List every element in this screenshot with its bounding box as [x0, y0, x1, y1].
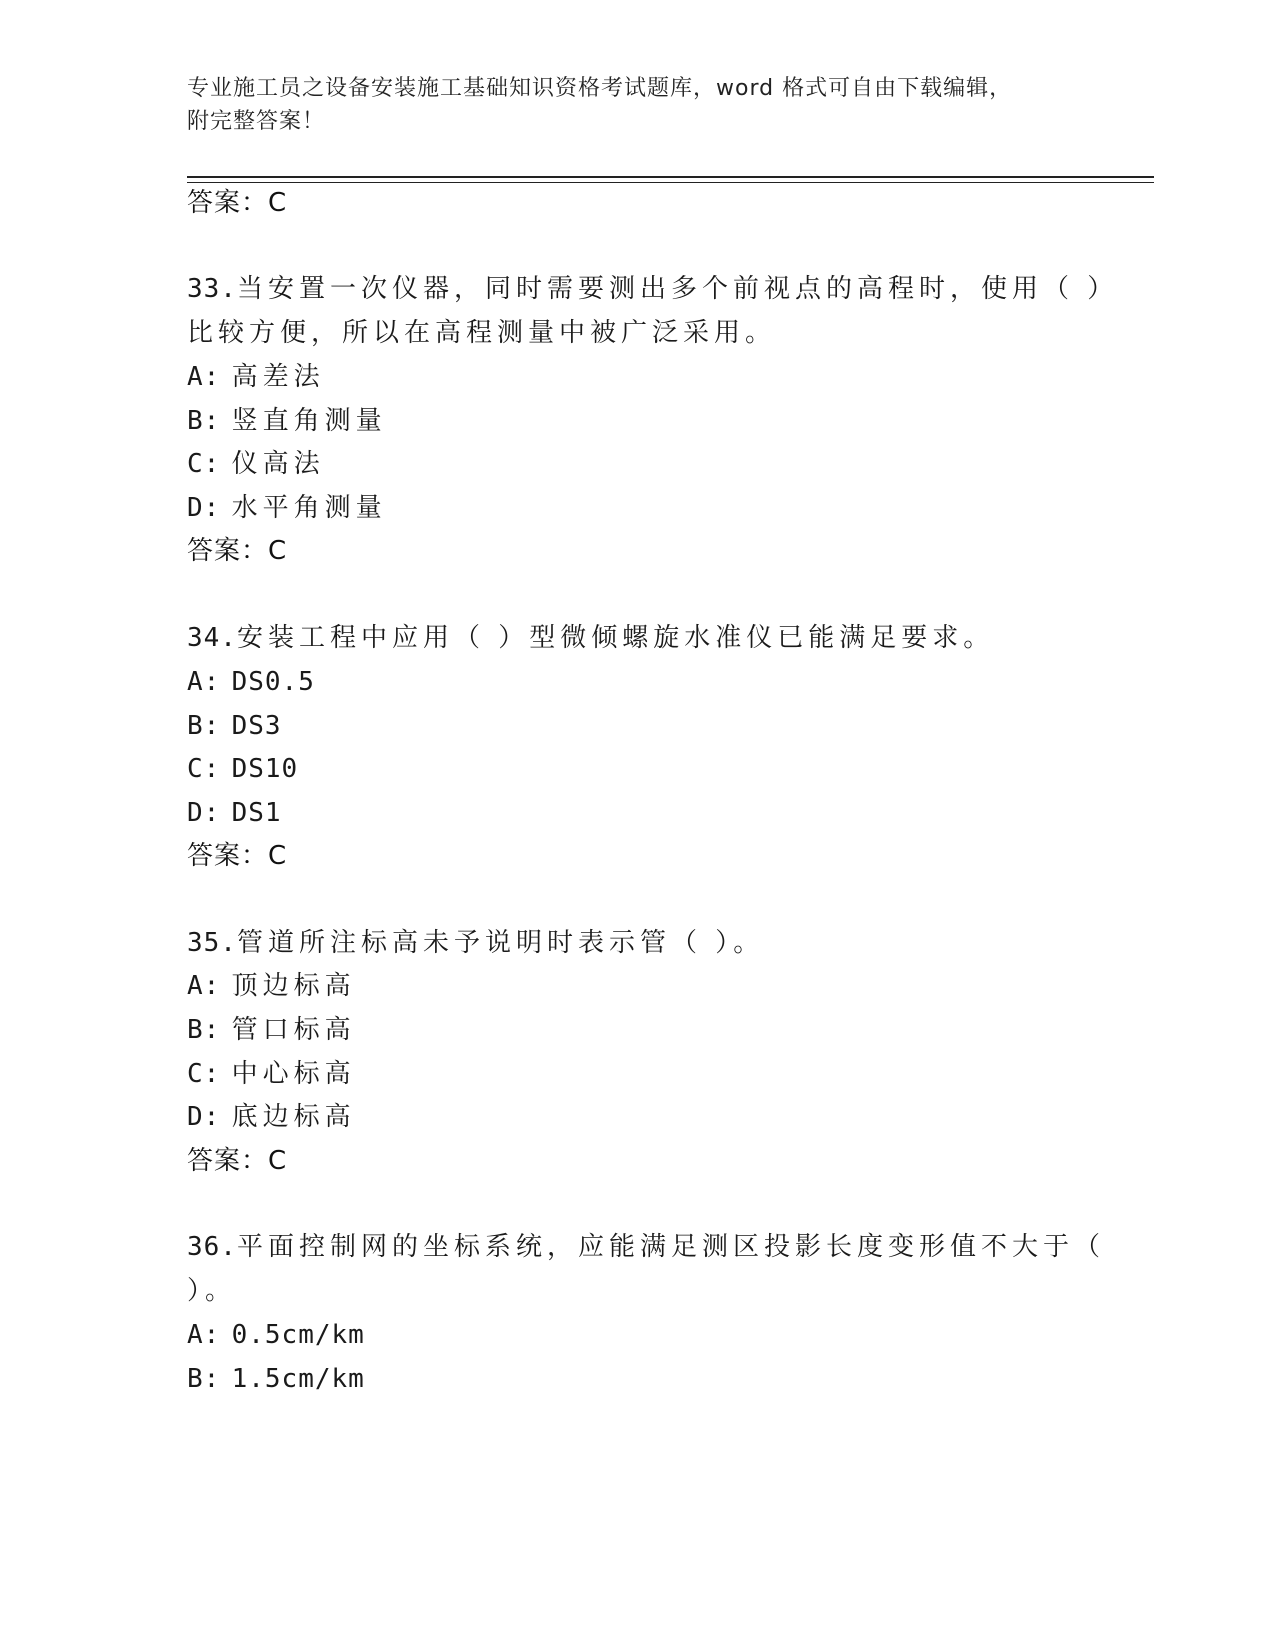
- option-text: DS10: [231, 754, 299, 784]
- answer-label-prev: 答案：C: [187, 188, 288, 218]
- question-33-line-1: [187, 272, 1118, 306]
- option-text: 竖直角测量: [231, 406, 387, 436]
- option-letter: D:: [187, 1102, 221, 1132]
- option-letter: B:: [187, 1364, 221, 1394]
- question-text: 安装工程中应用（ ）型微倾螺旋水准仪已能满足要求。: [236, 623, 995, 653]
- answer-label: 答案：C: [187, 1146, 288, 1176]
- option-text: 水平角测量: [231, 493, 387, 523]
- answer-label: 答案：C: [187, 841, 288, 871]
- option-letter: B:: [187, 711, 221, 741]
- question-text: 平面控制网的坐标系统，应能满足测区投影长度变形值不大于（: [236, 1232, 1105, 1262]
- question-35-line-1: [187, 926, 764, 960]
- option-letter: C:: [187, 1059, 221, 1089]
- question-text: 管道所注标高未予说明时表示管（ ）。: [236, 928, 765, 958]
- option-letter: D:: [187, 798, 221, 828]
- question-number: 36.: [187, 1232, 237, 1262]
- option-a: [187, 360, 325, 394]
- option-a: [187, 969, 356, 1003]
- option-d: [187, 491, 387, 525]
- option-text: DS0.5: [231, 667, 315, 697]
- header-divider-thick: [187, 176, 1154, 178]
- option-text: 1.5cm/km: [231, 1364, 365, 1394]
- option-letter: A:: [187, 1320, 221, 1350]
- option-letter: C:: [187, 449, 221, 479]
- option-letter: C:: [187, 754, 221, 784]
- question-text: 当安置一次仪器，同时需要测出多个前视点的高程时，使用（ ）: [236, 274, 1119, 304]
- option-a: [187, 665, 315, 699]
- option-text: 仪高法: [231, 449, 325, 479]
- option-letter: A:: [187, 362, 221, 392]
- header-divider-thin: [187, 182, 1154, 183]
- question-36-line-1: [187, 1230, 1105, 1264]
- option-text: 管口标高: [231, 1015, 356, 1045]
- option-letter: A:: [187, 667, 221, 697]
- option-d: [187, 1100, 356, 1134]
- option-text: 中心标高: [231, 1059, 356, 1089]
- question-number: 34.: [187, 623, 237, 653]
- option-text: 0.5cm/km: [231, 1320, 365, 1350]
- header-line-1: 专业施工员之设备安装施工基础知识资格考试题库，word 格式可自由下载编辑，: [187, 76, 1013, 101]
- question-36-line-2: ）。: [187, 1276, 237, 1306]
- answer-label: 答案：C: [187, 536, 288, 566]
- question-33-line-2: 比较方便，所以在高程测量中被广泛采用。: [187, 318, 777, 348]
- option-c: [187, 447, 325, 481]
- question-34-line-1: [187, 621, 994, 655]
- option-b: [187, 709, 282, 743]
- option-b: [187, 1362, 365, 1396]
- option-text: 底边标高: [231, 1102, 356, 1132]
- option-text: 顶边标高: [231, 971, 356, 1001]
- question-number: 35.: [187, 928, 237, 958]
- option-a: [187, 1318, 365, 1352]
- option-text: DS3: [231, 711, 282, 741]
- option-d: [187, 796, 282, 830]
- option-b: [187, 404, 387, 438]
- option-text: 高差法: [231, 362, 325, 392]
- question-number: 33.: [187, 274, 237, 304]
- option-b: [187, 1013, 356, 1047]
- option-c: [187, 1057, 356, 1091]
- header-line-2: 附完整答案！: [187, 109, 326, 134]
- option-text: DS1: [231, 798, 282, 828]
- option-letter: B:: [187, 406, 221, 436]
- option-c: [187, 752, 298, 786]
- document-header: [187, 72, 1087, 138]
- option-letter: A:: [187, 971, 221, 1001]
- option-letter: B:: [187, 1015, 221, 1045]
- option-letter: D:: [187, 493, 221, 523]
